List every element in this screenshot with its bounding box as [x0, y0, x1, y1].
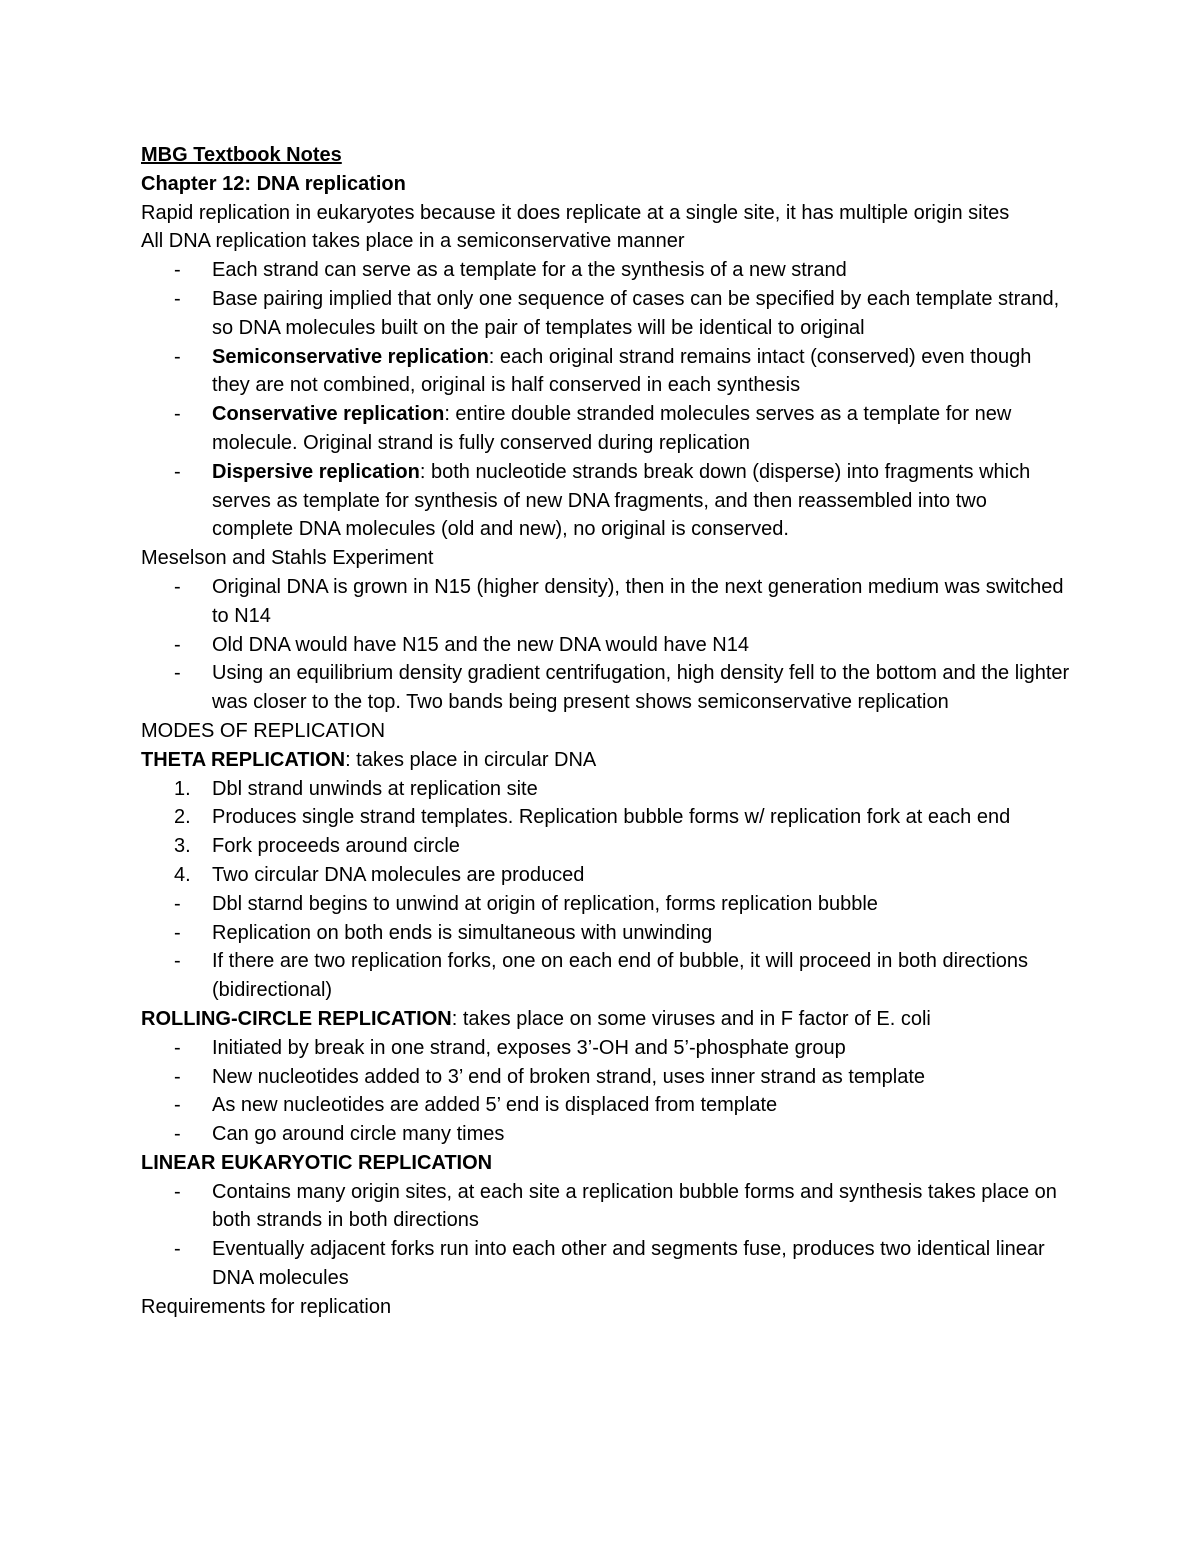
list-item-text: Using an equilibrium density gradient centrifugation, high density fell to the bottom and the lighter was closer to the top. Two bands being present shows semiconservative replication [212, 662, 1070, 714]
list-item [141, 659, 1071, 717]
list-item-text: : each original strand remains intact (conserved) even though they are not combined, original is half conserved in each synthesis [212, 345, 1032, 397]
intro-paragraph: Rapid replication in eukaryotes because it does replicate at a single site, it has multiple origin sites [141, 201, 1010, 224]
list-marker: - [174, 1123, 181, 1146]
requirements-heading: Requirements for replication [141, 1295, 392, 1318]
list-item-text: Dbl strand unwinds at replication site [212, 777, 538, 800]
list-marker: - [174, 460, 181, 483]
list-marker: - [174, 1065, 181, 1088]
list-item-text: New nucleotides added to 3’ end of broken strand, uses inner strand as template [212, 1065, 926, 1088]
term-semiconservative: Semiconservative replication [212, 345, 489, 368]
list-item [141, 1034, 1071, 1063]
list-item [141, 343, 1071, 401]
list-marker: - [174, 892, 181, 915]
list-item [141, 1091, 1071, 1120]
list-marker: - [174, 1180, 181, 1203]
list-item [141, 1063, 1071, 1092]
linear-list [141, 1178, 1071, 1293]
list-marker: - [174, 287, 181, 310]
list-item [141, 256, 1071, 285]
list-item-text: Replication on both ends is simultaneous with unwinding [212, 921, 713, 944]
semiconservative-list [141, 256, 1071, 544]
list-marker: 1. [174, 777, 191, 800]
theta-heading [141, 746, 1071, 775]
list-marker: - [174, 403, 181, 426]
list-item [141, 573, 1071, 631]
document-title: MBG Textbook Notes [141, 144, 342, 166]
list-item-text: Contains many origin sites, at each site a replication bubble forms and synthesis takes place on both strands in both directions [212, 1180, 1057, 1232]
list-item [141, 861, 1071, 890]
list-item [141, 890, 1071, 919]
list-item [141, 947, 1071, 1005]
meselson-list [141, 573, 1071, 717]
list-marker: - [174, 1238, 181, 1261]
list-marker: - [174, 921, 181, 944]
list-item [141, 775, 1071, 804]
term-conservative: Conservative replication [212, 403, 445, 426]
list-item-text: Base pairing implied that only one sequence of cases can be specified by each template strand, so DNA molecules built on the pair of templates will be identical to original [212, 287, 1060, 339]
list-marker: - [174, 259, 181, 282]
chapter-heading: Chapter 12: DNA replication [141, 172, 406, 195]
rolling-term: ROLLING-CIRCLE REPLICATION [141, 1007, 452, 1030]
list-item-text: Initiated by break in one strand, exposes 3’-OH and 5’-phosphate group [212, 1036, 846, 1059]
list-item-text: Produces single strand templates. Replication bubble forms w/ replication fork at each end [212, 806, 1011, 829]
modes-heading: MODES OF REPLICATION [141, 719, 386, 742]
list-item-text: If there are two replication forks, one on each end of bubble, it will proceed in both directions (bidirectional) [212, 950, 1029, 1002]
list-item-text: Dbl starnd begins to unwind at origin of replication, forms replication bubble [212, 892, 878, 915]
list-item-text: Can go around circle many times [212, 1123, 505, 1146]
theta-list [141, 775, 1071, 1005]
list-item [141, 919, 1071, 948]
list-item-text: : both nucleotide strands break down (disperse) into fragments which serves as template for synthesis of new DNA fragments, and then reassembled into two complete DNA molecules (old and new), no original is conserved. [212, 460, 1031, 541]
list-marker: - [174, 575, 181, 598]
term-dispersive: Dispersive replication [212, 460, 420, 483]
list-item [141, 400, 1071, 458]
list-item [141, 631, 1071, 660]
theta-term: THETA REPLICATION [141, 748, 346, 771]
list-marker: - [174, 1094, 181, 1117]
list-marker: - [174, 1036, 181, 1059]
semiconservative-heading: All DNA replication takes place in a semiconservative manner [141, 230, 685, 253]
rolling-description: : takes place on some viruses and in F factor of E. coli [451, 1007, 931, 1030]
list-item [141, 1235, 1071, 1293]
list-marker: - [174, 345, 181, 368]
list-marker: - [174, 662, 181, 685]
list-item-text: Old DNA would have N15 and the new DNA would have N14 [212, 633, 749, 656]
list-marker: - [174, 633, 181, 656]
list-item [141, 1178, 1071, 1236]
list-item [141, 832, 1071, 861]
list-item-text: Eventually adjacent forks run into each other and segments fuse, produces two identical linear DNA molecules [212, 1238, 1045, 1290]
meselson-heading: Meselson and Stahls Experiment [141, 547, 434, 570]
list-marker: 4. [174, 863, 191, 886]
rolling-list [141, 1034, 1071, 1149]
list-item [141, 1120, 1071, 1149]
list-marker: 3. [174, 835, 191, 858]
list-item [141, 285, 1071, 343]
document-page [141, 141, 1071, 1322]
list-marker: - [174, 950, 181, 973]
rolling-heading [141, 1005, 1071, 1034]
list-item-text: As new nucleotides are added 5’ end is displaced from template [212, 1094, 778, 1117]
list-item-text: Two circular DNA molecules are produced [212, 863, 585, 886]
list-item-text: Each strand can serve as a template for a the synthesis of a new strand [212, 259, 847, 282]
list-item-text: Original DNA is grown in N15 (higher density), then in the next generation medium was switched to N14 [212, 575, 1064, 627]
list-marker: 2. [174, 806, 191, 829]
list-item [141, 803, 1071, 832]
theta-description: : takes place in circular DNA [345, 748, 597, 771]
list-item-text: Fork proceeds around circle [212, 835, 460, 858]
list-item [141, 458, 1071, 544]
linear-heading: LINEAR EUKARYOTIC REPLICATION [141, 1151, 493, 1174]
list-item-text: : entire double stranded molecules serves as a template for new molecule. Original strand is fully conserved during replication [212, 403, 1012, 454]
